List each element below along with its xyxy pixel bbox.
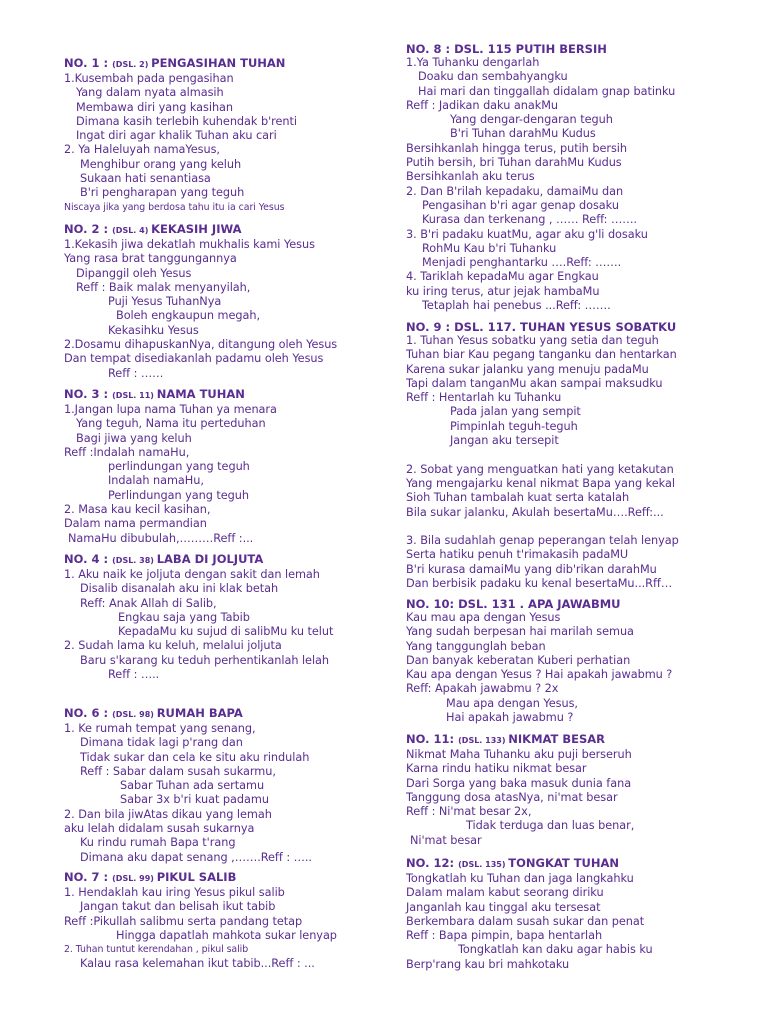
lyric-line: Boleh engkaupun megah, xyxy=(116,309,260,323)
lyric-line: Tanggung dosa atasNya, ni'mat besar xyxy=(406,790,618,804)
lyric-line: 1. Tuhan Yesus sobatku yang setia dan teguh xyxy=(406,334,659,347)
lyric-line: Sukaan hati senantiasa xyxy=(80,172,211,186)
lyric-line: Membawa diri yang kasihan xyxy=(76,100,234,114)
lyric-line: Dan tempat disediakanlah padamu oleh Yesus xyxy=(64,352,324,366)
song-name: PIKUL SALIB xyxy=(156,870,237,884)
lyric-line: B'ri pengharapan yang teguh xyxy=(80,186,245,200)
song-number: NO. 4 : xyxy=(64,552,113,566)
song-name: DSL. 115 PUTIH BERSIH xyxy=(454,42,607,56)
lyric-line: 2. Sudah lama ku keluh, melalui joljuta xyxy=(64,639,282,653)
song-name: KEKASIH JIWA xyxy=(151,222,242,236)
song-number: NO. 9 : xyxy=(406,320,455,334)
lyric-line: Dimana kasih terlebih kuhendak b'renti xyxy=(76,114,297,128)
lyric-line: Yang rasa brat tanggungannya xyxy=(64,252,237,266)
song-block xyxy=(406,856,756,972)
lyric-line: Reff : Hentarlah ku Tuhanku xyxy=(406,391,562,405)
lyric-line xyxy=(64,682,384,696)
song-title xyxy=(64,706,384,722)
song-block xyxy=(64,552,384,697)
song-block xyxy=(64,387,384,546)
lyric-line: 2.Dosamu dihapuskanNya, ditangung oleh Yesus xyxy=(64,338,338,352)
lyric-line: Engkau saja yang Tabib xyxy=(118,610,250,624)
lyric-line: Nikmat Maha Tuhanku aku puji berseruh xyxy=(406,748,632,761)
song-title xyxy=(64,222,384,238)
lyric-line: Kau apa dengan Yesus ? Hai apakah jawabmu ? xyxy=(406,668,673,682)
lyric-line: Reff : Baik malak menyanyilah, xyxy=(76,280,251,294)
song-block xyxy=(64,222,384,381)
song-number: NO. 7 : xyxy=(64,870,113,884)
song-source: (DSL. 38) xyxy=(112,556,157,565)
lyric-line: Doaku dan sembahyangku xyxy=(418,70,568,84)
lyric-line: Puji Yesus TuhanNya xyxy=(108,295,222,309)
lyric-line: Reff : Jadikan daku anakMu xyxy=(406,98,559,112)
song-name: LABA DI JOLJUTA xyxy=(156,552,264,566)
song-source: (DSL. 99) xyxy=(112,874,157,883)
lyric-line: Sabar Tuhan ada sertamu xyxy=(120,779,265,793)
lyric-line: Reff :Pikullah salibmu serta pandang tetap xyxy=(64,914,303,928)
lyric-line: Reff : Sabar dalam susah sukarmu, xyxy=(80,764,276,778)
song-name: NAMA TUHAN xyxy=(156,387,245,401)
lyric-line: Hingga dapatlah mahkota sukar lenyap xyxy=(116,928,337,942)
song-source: (DSL. 135) xyxy=(458,860,509,869)
lyric-line: 1. Ke rumah tempat yang senang, xyxy=(64,722,256,735)
lyric-line: Yang sudah berpesan hai marilah semua xyxy=(406,625,634,639)
song-name: DSL. 131 . APA JAWABMU xyxy=(458,597,621,611)
lyric-line: 1. Hendaklah kau iring Yesus pikul salib xyxy=(64,886,285,899)
lyric-line: KepadaMu ku sujud di salibMu ku telut xyxy=(118,625,334,639)
lyric-line: Bila sukar jalanku, Akulah besertaMu….Reff:... xyxy=(406,505,664,519)
song-title xyxy=(406,42,756,56)
lyric-line: B'ri Tuhan darahMu Kudus xyxy=(450,127,596,141)
lyric-line: Karena sukar jalanku yang menuju padaMu xyxy=(406,362,649,376)
lyric-line: 3. Bila sudahlah genap peperangan telah lenyap xyxy=(406,534,679,548)
lyric-line: Kekasihku Yesus xyxy=(108,323,199,337)
lyric-line: Niscaya jika yang berdosa tahu itu ia cari Yesus xyxy=(64,201,285,213)
lyric-line: Pimpinlah teguh-teguh xyxy=(450,419,578,433)
song-number: NO. 8 : xyxy=(406,42,455,56)
lyric-line: Reff :Indalah namaHu, xyxy=(64,445,190,459)
song-name: RUMAH BAPA xyxy=(156,706,243,720)
song-title xyxy=(64,552,384,568)
lyric-line: 2. Masa kau kecil kasihan, xyxy=(64,503,211,517)
song-title xyxy=(406,856,756,872)
lyric-line: Jangan aku tersepit xyxy=(450,434,559,448)
lyric-line: Pada jalan yang sempit xyxy=(450,405,581,419)
lyric-line: 1.Kekasih jiwa dekatlah mukhalis kami Yesus xyxy=(64,238,315,251)
lyric-line: Tapi dalam tanganMu akan sampai maksudku xyxy=(406,376,663,390)
lyric-line: Dimana tidak lagi p'rang dan xyxy=(80,736,243,750)
lyric-line: Dimana aku dapat senang ,…….Reff : ….. xyxy=(80,850,312,864)
lyric-line: 1.Kusembah pada pengasihan xyxy=(64,72,234,85)
lyric-line: 2. Dan bila jiwAtas dikau yang lemah xyxy=(64,807,272,821)
lyric-line: Berp'rang kau bri mahkotaku xyxy=(406,957,570,971)
lyric-line: Disalib disanalah aku ini klak betah xyxy=(80,582,279,596)
lyric-line: Reff: Apakah jawabmu ? 2x xyxy=(406,682,559,696)
lyric-line: Tidak terduga dan luas benar, xyxy=(466,819,635,833)
lyric-line: Serta hatiku penuh t'rimakasih padaMU xyxy=(406,548,629,562)
lyric-line: Dan banyak keberatan Kuberi perhatian xyxy=(406,653,631,667)
lyric-line: Jangan takut dan belisah ikut tabib xyxy=(80,900,276,914)
song-title xyxy=(406,732,756,748)
lyric-line: Ku rindu rumah Bapa t'rang xyxy=(80,836,236,850)
lyric-line: Sioh Tuhan tambalah kuat serta katalah xyxy=(406,491,630,505)
lyric-line: perlindungan yang teguh xyxy=(108,460,250,474)
lyric-line: Tuhan biar Kau pegang tanganku dan hentarkan xyxy=(406,348,677,362)
lyric-line: Yang tanggunglah beban xyxy=(406,639,546,653)
lyric-line: Menjadi penghantarku ….Reff: ……. xyxy=(422,256,622,270)
song-number: NO. 11: xyxy=(406,732,459,746)
lyric-line: Reff : Ni'mat besar 2x, xyxy=(406,805,532,819)
lyric-line: aku lelah didalam susah sukarnya xyxy=(64,822,255,836)
lyric-line: Bersihkanlah aku terus xyxy=(406,170,535,184)
lyric-line: Dalam nama permandian xyxy=(64,517,207,531)
lyric-line: Reff : Bapa pimpin, bapa hentarlah xyxy=(406,929,603,943)
lyric-line: Tongkatlah kan daku agar habis ku xyxy=(458,943,653,957)
song-title xyxy=(64,56,384,72)
lyric-line: Indalah namaHu, xyxy=(108,474,204,488)
song-source: (DSL. 133) xyxy=(458,736,509,745)
song-number: NO. 1 : xyxy=(64,56,113,70)
song-source: (DSL. 11) xyxy=(112,391,157,400)
lyric-line: Perlindungan yang teguh xyxy=(108,488,250,502)
song-title xyxy=(406,320,756,334)
song-name: NIKMAT BESAR xyxy=(508,732,606,746)
lyric-line: Yang teguh, Nama itu perteduhan xyxy=(76,417,266,431)
song-source: (DSL. 98) xyxy=(112,710,157,719)
lyric-line: Baru s'karang ku teduh perhentikanlah lelah xyxy=(80,653,330,667)
lyric-line: Dipanggil oleh Yesus xyxy=(76,266,192,280)
song-title xyxy=(64,870,384,886)
song-number: NO. 3 : xyxy=(64,387,113,401)
song-number: NO. 12: xyxy=(406,856,459,870)
lyric-line: 4. Tariklah kepadaMu agar Engkau xyxy=(406,270,599,284)
lyric-line: Dari Sorga yang baka masuk dunia fana xyxy=(406,776,632,790)
lyric-line: Pengasihan b'ri agar genap dosaku xyxy=(422,198,619,212)
lyric-line: B'ri kurasa damaiMu yang dib'rikan darahMu xyxy=(406,562,657,576)
song-number: NO. 6 : xyxy=(64,706,113,720)
lyric-line: Hai mari dan tinggallah didalam gnap batinku xyxy=(418,84,676,98)
lyric-line: ku iring terus, atur jejak hambaMu xyxy=(406,284,600,298)
lyric-line: Tidak sukar dan cela ke situ aku rindulah xyxy=(80,750,310,764)
lyric-line: Dalam malam kabut seorang diriku xyxy=(406,886,604,900)
song-block xyxy=(64,870,384,972)
lyric-line: Reff : ….. xyxy=(108,668,160,682)
lyric-line: Ingat diri agar khalik Tuhan aku cari xyxy=(76,129,277,143)
lyric-line: Janganlah kau tinggal aku tersesat xyxy=(406,900,601,914)
song-block xyxy=(406,597,756,725)
lyric-line: Yang dalam nyata almasih xyxy=(76,86,224,100)
lyric-line: Hai apakah jawabmu ? xyxy=(446,711,574,725)
lyric-line xyxy=(406,448,756,462)
lyric-line: 2. Ya Haleluyah namaYesus, xyxy=(64,143,220,157)
lyric-line: 1. Aku naik ke joljuta dengan sakit dan lemah xyxy=(64,568,320,581)
lyric-line: Putih bersih, bri Tuhan darahMu Kudus xyxy=(406,156,622,170)
lyric-line: Bersihkanlah hingga terus, putih bersih xyxy=(406,141,627,155)
lyric-line: 3. B'ri padaku kuatMu, agar aku g'li dosaku xyxy=(406,227,648,241)
lyric-line: Berkembara dalam susah sukar dan penat xyxy=(406,914,645,928)
lyric-line: Menghibur orang yang keluh xyxy=(80,157,242,171)
lyric-line: 1.Jangan lupa nama Tuhan ya menara xyxy=(64,403,277,416)
lyric-line: Reff: Anak Allah di Salib, xyxy=(80,596,217,610)
lyric-line: RohMu Kau b'ri Tuhanku xyxy=(422,241,557,255)
lyric-line: 2. Dan B'rilah kepadaku, damaiMu dan xyxy=(406,184,624,198)
lyric-line: 2. Tuhan tuntut kerendahan , pikul salib xyxy=(64,944,249,956)
lyric-line: Dan berbisik padaku ku kenal besertaMu...Rff… xyxy=(406,577,673,591)
song-block xyxy=(406,732,756,848)
song-title xyxy=(64,387,384,403)
lyric-line: Mau apa dengan Yesus, xyxy=(446,696,578,710)
song-number: NO. 10: xyxy=(406,597,459,611)
song-source: (DSL. 4) xyxy=(112,226,152,235)
lyric-line: Kalau rasa kelemahan ikut tabib...Reff : ... xyxy=(80,957,315,971)
song-block xyxy=(64,56,384,215)
lyric-line: 2. Sobat yang menguatkan hati yang ketakutan xyxy=(406,462,674,476)
lyric-line: Ni'mat besar xyxy=(410,833,482,847)
song-title xyxy=(406,597,756,611)
song-number: NO. 2 : xyxy=(64,222,113,236)
lyric-line: Tetaplah hai penebus ...Reff: ……. xyxy=(422,299,611,313)
song-block xyxy=(64,706,384,865)
lyric-line: 1.Ya Tuhanku dengarlah xyxy=(406,56,540,69)
lyric-line xyxy=(406,520,756,534)
lyric-line: Bagi jiwa yang keluh xyxy=(76,431,192,445)
lyric-line: Reff : …… xyxy=(108,366,164,380)
song-block xyxy=(406,320,756,591)
lyric-line: Yang mengajarku kenal nikmat Bapa yang kekal xyxy=(406,476,675,490)
song-block xyxy=(406,42,756,313)
lyric-line: Kau mau apa dengan Yesus xyxy=(406,611,561,624)
song-name: TONGKAT TUHAN xyxy=(508,856,620,870)
lyric-line: Sabar 3x b'ri kuat padamu xyxy=(120,793,269,807)
lyric-line: Tongkatlah ku Tuhan dan jaga langkahku xyxy=(406,872,634,885)
lyric-line: NamaHu dibubulah,………Reff :... xyxy=(68,531,254,545)
song-name: DSL. 117. TUHAN YESUS SOBATKU xyxy=(454,320,677,334)
lyric-line: Karna rindu hatiku nikmat besar xyxy=(406,762,587,776)
song-source: (DSL. 2) xyxy=(112,60,152,69)
song-name: PENGASIHAN TUHAN xyxy=(151,56,286,70)
lyric-line: Yang dengar-dengaran teguh xyxy=(450,113,613,127)
lyric-line: Kurasa dan terkenang , …… Reff: ……. xyxy=(422,213,637,227)
